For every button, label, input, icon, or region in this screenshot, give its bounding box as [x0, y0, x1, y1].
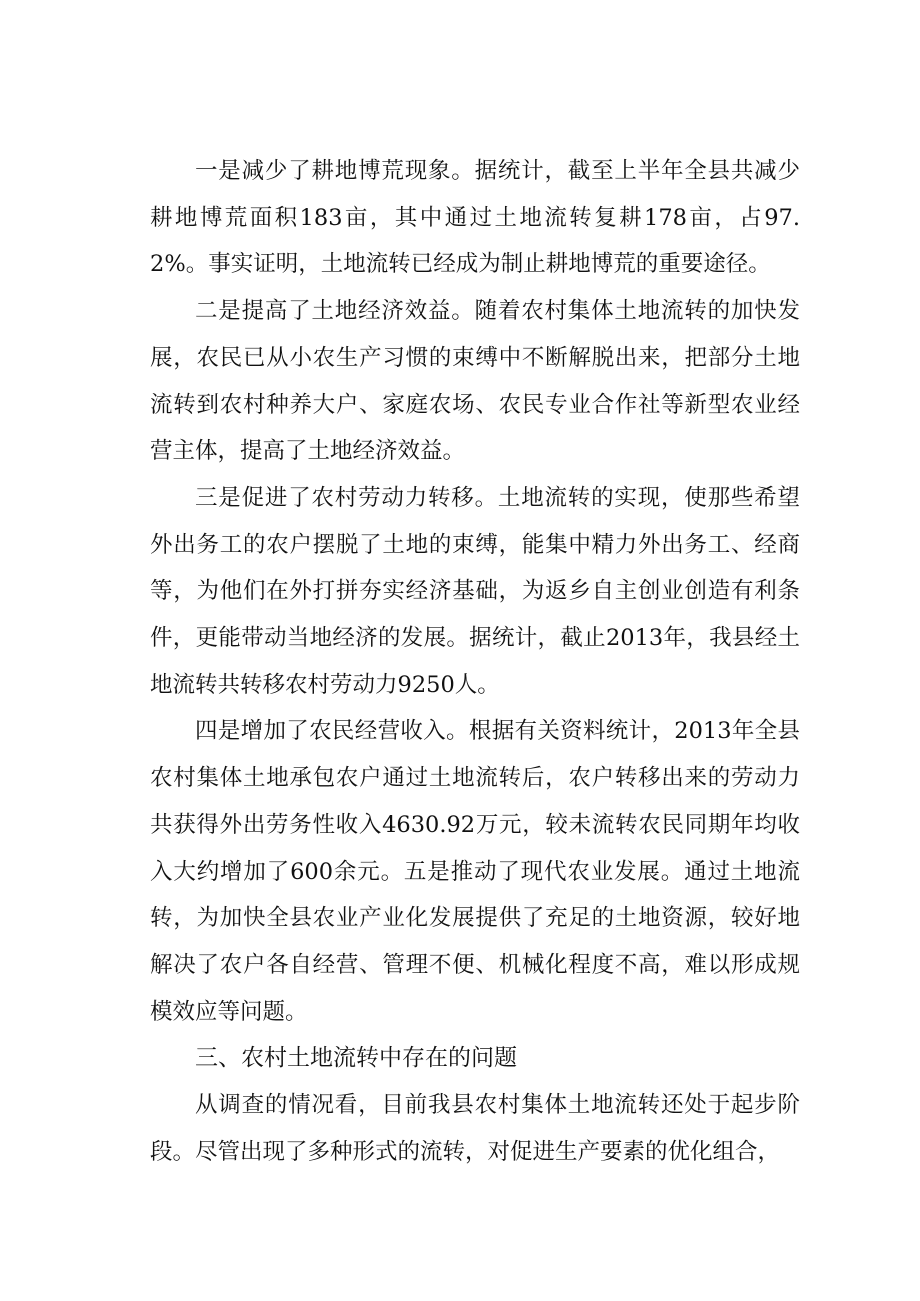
document-body — [150, 148, 800, 1175]
paragraph-current-situation: 从调查的情况看，目前我县农村集体土地流转还处于起步阶段。尽管出现了多种形式的流转，对促进生产要素的优化组合， — [150, 1092, 800, 1165]
paragraph-land-economic-benefit: 二是提高了土地经济效益。随着农村集体土地流转的加快发展，农民已从小农生产习惯的束缚中不断解脱出来，把部分土地流转到农村种养大户、家庭农场、农民专业合作社等新型农业经营主体，提高了土地经济效益。 — [150, 298, 800, 465]
paragraph-farmer-income: 四是增加了农民经营收入。根据有关资料统计，2013年全县农村集体土地承包农户通过土地流转后，农户转移出来的劳动力共获得外出劳务性收入4630.92万元，较未流转农民同期年均收入大约增加了600余元。五是推动了现代农业发展。通过土地流转，为加快全县农业产业化发展提供了充足的土地资源，较好地解决了农户各自经营、管理不便、机械化程度不高，难以形成规模效应等问题。 — [150, 718, 800, 1025]
section-heading: 三、农村土地流转中存在的问题 — [195, 1045, 517, 1072]
paragraph-labor-transfer: 三是促进了农村劳动力转移。土地流转的实现，使那些希望外出务工的农户摆脱了土地的束缚，能集中精力外出务工、经商等，为他们在外打拼夯实经济基础，为返乡自主创业创造有利条件，更能带动当地经济的发展。据统计，截止2013年，我县经土地流转共转移农村劳动力9250人。 — [150, 484, 800, 698]
paragraph-reduce-abandoned-land: 一是减少了耕地博荒现象。据统计，截至上半年全县共减少耕地博荒面积183亩，其中通过土地流转复耕178亩，占97.2%。事实证明，土地流转已经成为制止耕地博荒的重要途径。 — [150, 158, 800, 278]
